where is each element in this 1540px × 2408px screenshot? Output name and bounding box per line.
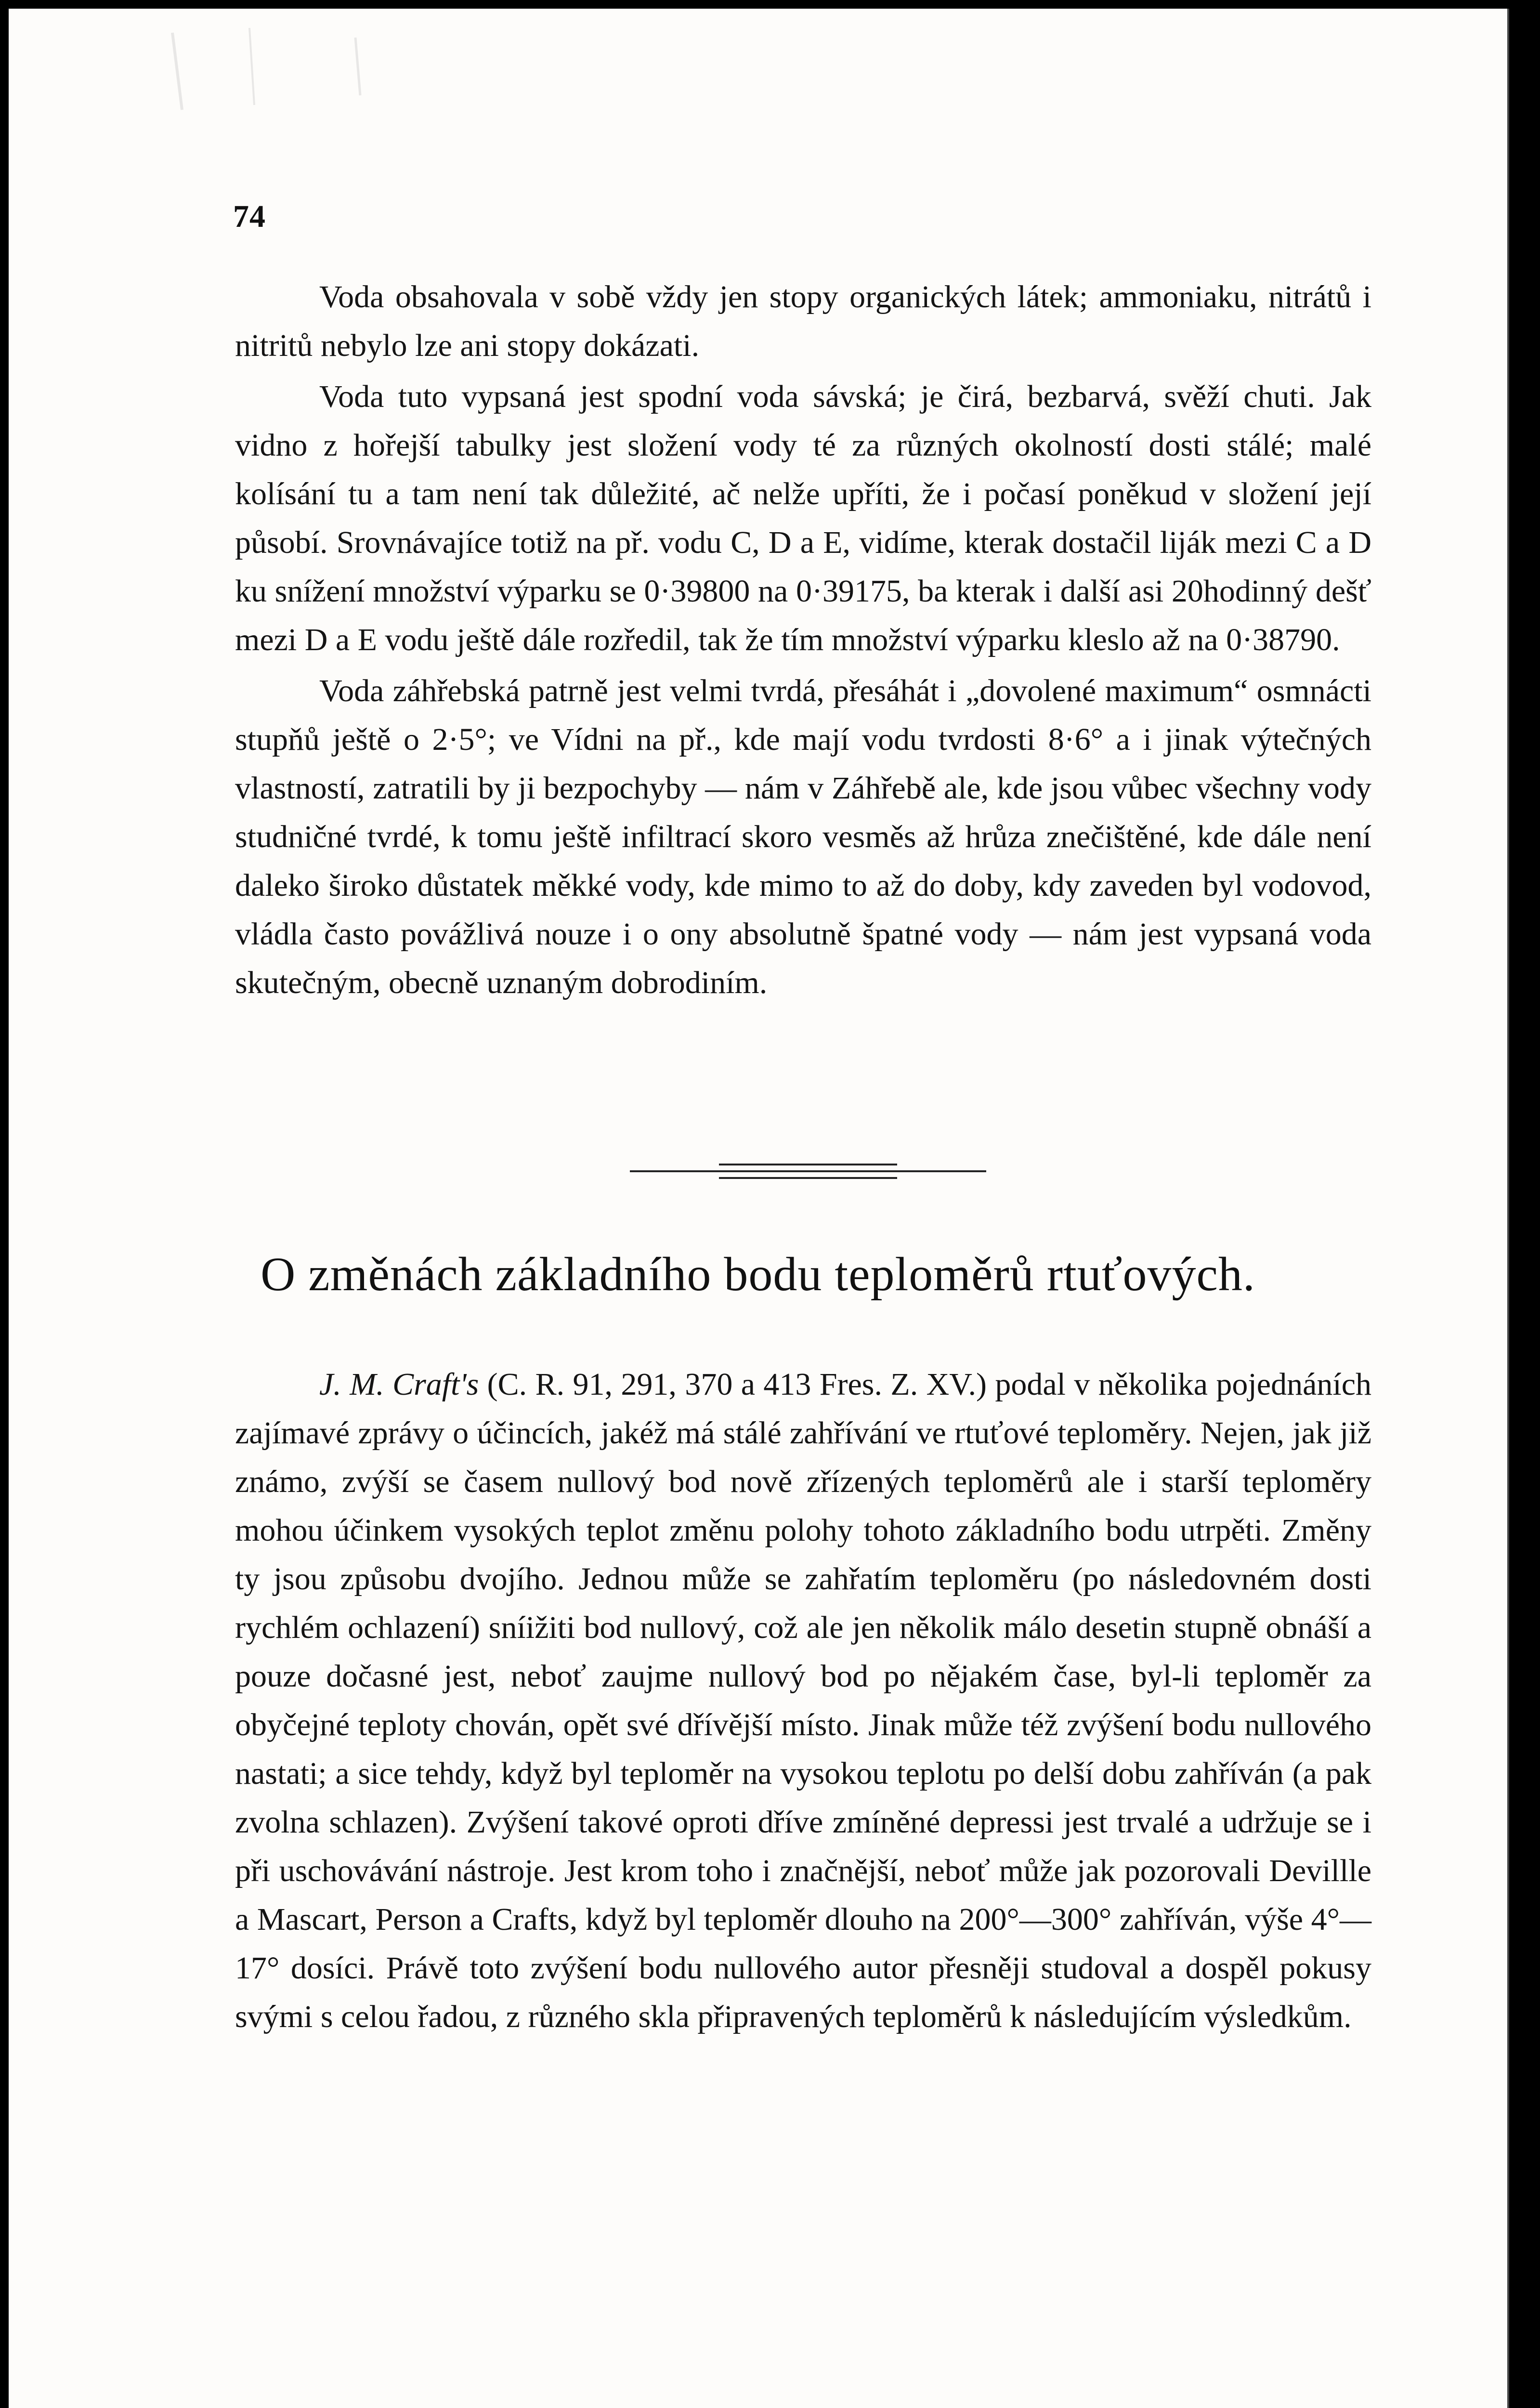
section-2-text [235,1360,1371,2041]
document-page [9,9,1509,2408]
paragraph-3: Voda záhřebská patrně jest velmi tvrdá, přesáhát i „dovolené maximum“ osmnácti stupňů ještě o 2·5°; ve Vídni na př., kde mají vodu tvrdosti 8·6° a i jinak výtečných vlastností, zatratili by ji bezpochyby — nám v Záhřebě ale, kde jsou vůbec všechny vody studničné tvrdé, k tomu ještě infiltrací skoro vesměs až hrůza znečištěné, kde dále není daleko široko důstatek měkké vody, kde mimo to až do doby, kdy zaveden byl vodovod, vládla často povážlivá nouze i o ony absolutně špatné vody — nám jest vypsaná voda skutečným, obecně uznaným dobrodiním. [235,673,1371,1000]
paragraph-4-body: (C. R. 91, 291, 370 a 413 Fres. Z. XV.) podal v několika pojednáních zajímavé zprávy o účincích, jakéž má stálé zahřívání ve rtuťové teploměry. Nejen, jak již známo, zvýší se časem nullový bod nově zřízených teploměrů ale i starší teploměry mohou účinkem vysokých teplot změnu polohy tohoto základního bodu utrpěti. Změny ty jsou způsobu dvojího. Jednou může se zahřatím teploměru (po následovném dosti rychlém ochlazení) sníižiti bod nullový, což ale jen několik málo desetin stupně obnáší a pouze dočasné jest, neboť zaujme nullový bod po nějakém čase, byl-li teploměr za obyčejné teploty chován, opět své dřívější místo. Jinak může též zvýšení bodu nullového nastati; a sice tehdy, když byl teploměr na vysokou teplotu po delší dobu zahříván (a pak zvolna schlazen). Zvýšení takové oproti dříve zmíněné depressi jest trvalé a udržuje se i při uschovávání nástroje. Jest krom toho i značnější, neboť může jak pozorovali Devillle a Mascart, Person a Crafts, když byl teploměr dlouho na 200°—300° zahříván, výše 4°—17° dosíci. Právě toto zvýšení bodu nullového autor přesněji studoval a dospěl pokusy svými s celou řadou, z různého skla připravených teploměrů k následujícím výsledkům. [235,1367,1371,2034]
page-number: 74 [233,199,266,234]
scan-artifact [153,23,442,119]
section-1-text [235,273,1371,1007]
section-separator [630,1164,986,1183]
author-name: J. M. Craft's [319,1367,479,1402]
paragraph-2: Voda tuto vypsaná jest spodní voda sávská; je čirá, bezbarvá, svěží chuti. Jak vidno z hořejší tabulky jest složení vody té za různých okolností dosti stálé; malé kolísání tu a tam není tak důležité, ač nelže upříti, že i počasí poněkud v složení její působí. Srovnávajíce totiž na př. vodu C, D a E, vidíme, kterak dostačil liják mezi C a D ku snížení množství výparku se 0·39800 na 0·39175, ba kterak i další asi 20hodinný dešť mezi D a E vodu ještě dále rozředil, tak že tím množství výparku kleslo až na 0·38790. [235,379,1371,657]
paragraph-1: Voda obsahovala v sobě vždy jen stopy organických látek; ammoniaku, nitrátů i nitritů nebylo lze ani stopy dokázati. [235,279,1371,363]
section-title: O změnách základního bodu teploměrů rtuťových. [261,1247,1255,1301]
paragraph-4 [235,1360,1371,2041]
